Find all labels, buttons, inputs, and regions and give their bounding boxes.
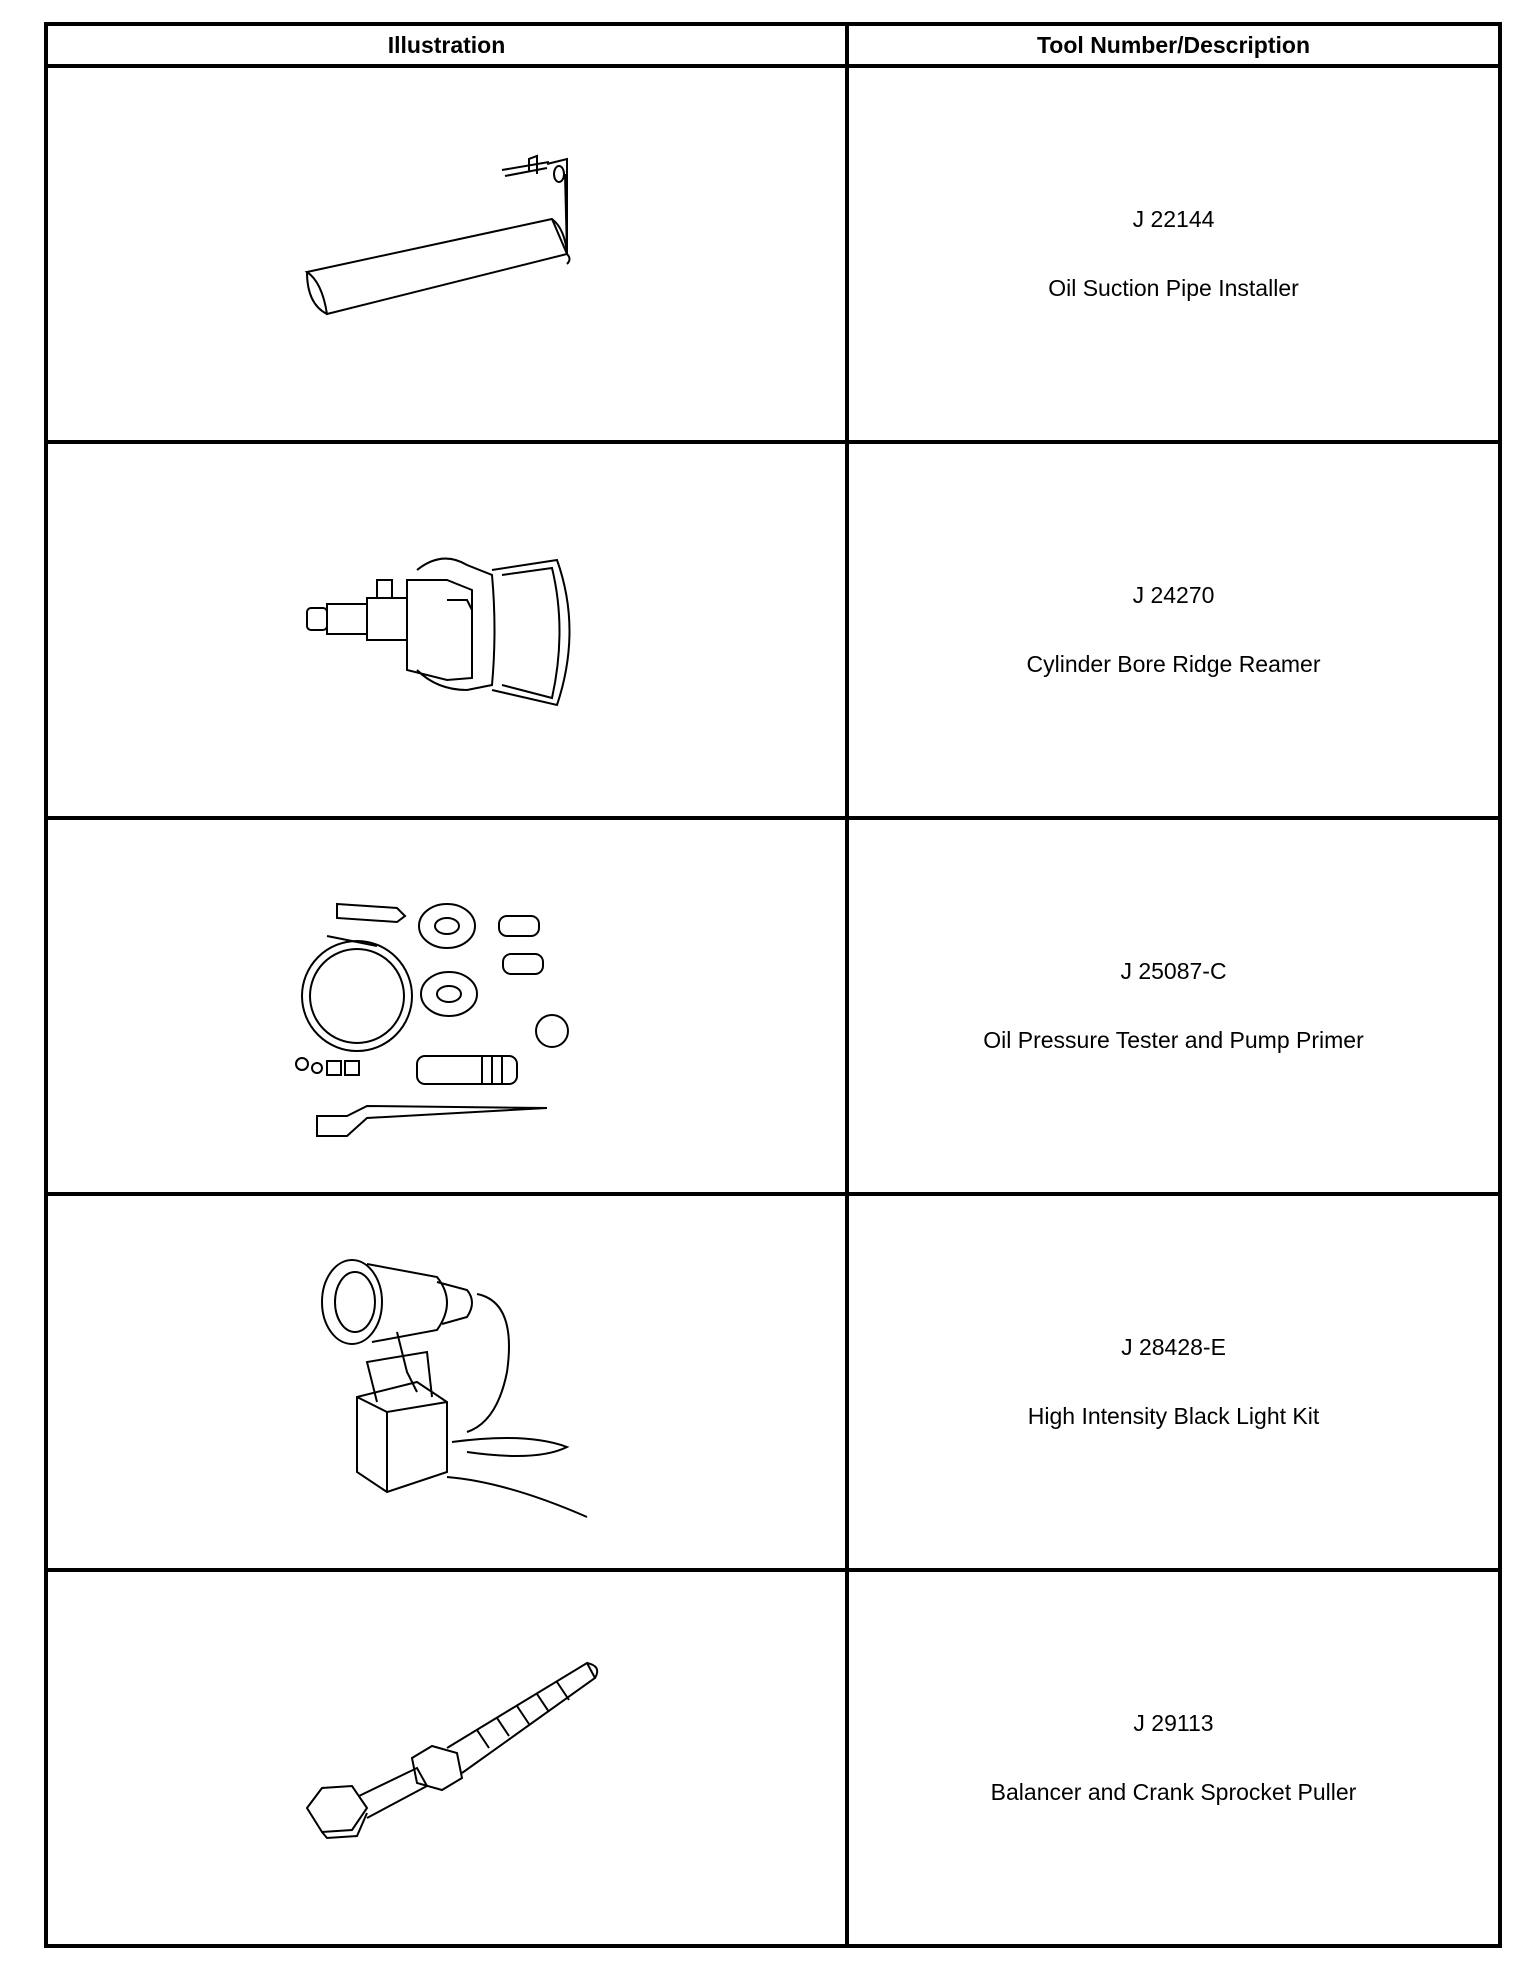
description-cell [849, 444, 1498, 816]
illustration-cell [48, 68, 849, 440]
illustration-cell [48, 444, 849, 816]
table-row [48, 1572, 1498, 1944]
illustration-cell [48, 1572, 849, 1944]
description-column-header: Tool Number/Description [1036, 31, 1311, 58]
pressure-tester-illustration [267, 856, 627, 1156]
table-header [48, 26, 1498, 68]
illustration-cell [48, 820, 849, 1192]
tool-description: Oil Pressure Tester and Pump Primer [983, 1027, 1364, 1053]
tool-description: Oil Suction Pipe Installer [1048, 275, 1299, 301]
sprocket-puller-illustration [267, 1608, 627, 1908]
illustration-column-header: Illustration [48, 26, 849, 64]
tool-number: J 29113 [1133, 1710, 1214, 1736]
table-row [48, 1196, 1498, 1572]
black-light-illustration [267, 1232, 627, 1532]
tool-description: High Intensity Black Light Kit [1027, 1403, 1320, 1429]
description-cell [849, 68, 1498, 440]
table-row [48, 68, 1498, 444]
table-row [48, 444, 1498, 820]
tool-number: J 24270 [1132, 582, 1215, 608]
tool-number: J 22144 [1132, 206, 1215, 232]
table-row [48, 820, 1498, 1196]
tool-description: Balancer and Crank Sprocket Puller [990, 1779, 1357, 1805]
ridge-reamer-illustration [267, 480, 627, 780]
tool-description: Cylinder Bore Ridge Reamer [1026, 651, 1321, 677]
pipe-installer-illustration [267, 104, 627, 404]
description-cell [849, 1196, 1498, 1568]
tool-number: J 25087-C [1120, 958, 1227, 984]
illustration-cell [48, 1196, 849, 1568]
tool-number: J 28428-E [1121, 1334, 1226, 1360]
description-cell [849, 1572, 1498, 1944]
tool-table [44, 22, 1502, 1948]
description-cell [849, 820, 1498, 1192]
